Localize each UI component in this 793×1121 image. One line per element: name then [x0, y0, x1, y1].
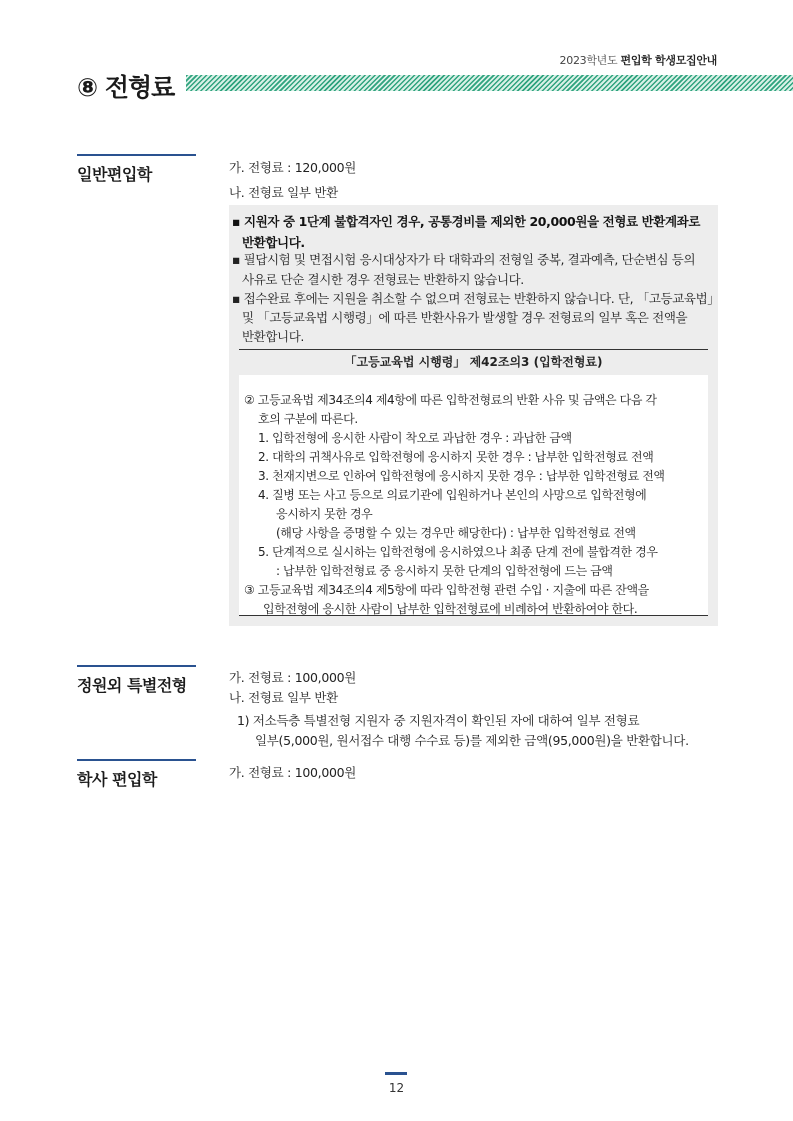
law-line: 1. 입학전형에 응시한 사람이 착오로 과납한 경우 : 과납한 금액	[258, 431, 572, 445]
section-title: ⑧ 전형료	[77, 73, 175, 102]
footer-accent-bar	[385, 1072, 407, 1075]
law-line: 2. 대학의 귀책사유로 입학전형에 응시하지 못한 경우 : 납부한 입학전형료 전액	[258, 450, 654, 464]
law-line: 4. 질병 또는 사고 등으로 의료기관에 입원하거나 본인의 사망으로 입학전형에	[258, 488, 647, 502]
notice-bullet-1-cont: 반환합니다.	[242, 235, 305, 250]
notice-bullet-3: ▪ 접수완료 후에는 지원을 취소할 수 없으며 전형료는 반환하지 않습니다. 단, 「고등교육법」	[232, 291, 720, 306]
title-stripe-decoration	[186, 75, 793, 91]
category-label-general: 일반편입학	[77, 154, 196, 185]
law-line: 입학전형에 응시한 사람이 납부한 입학전형료에 비례하여 반환하여야 한다.	[263, 602, 638, 616]
law-table-body	[239, 375, 708, 616]
law-line: 호의 구분에 따른다.	[258, 412, 358, 426]
law-line: 5. 단계적으로 실시하는 입학전형에 응시하였으나 최종 단계 전에 불합격한 경우	[258, 545, 658, 559]
law-line: 3. 천재지변으로 인하여 입학전형에 응시하지 못한 경우 : 납부한 입학전형료 전액	[258, 469, 665, 483]
special-refund-line: 나. 전형료 일부 반환	[229, 690, 338, 705]
special-detail-line-cont: 일부(5,000원, 원서접수 대행 수수료 등)를 제외한 금액(95,000원)을 반환합니다.	[255, 733, 689, 748]
law-line: 응시하지 못한 경우	[276, 507, 373, 521]
notice-bullet-1: ▪ 지원자 중 1단계 불합격자인 경우, 공통경비를 제외한 20,000원을 전형료 반환계좌로	[232, 214, 700, 229]
refund-notice-box	[229, 205, 718, 626]
page-number: 12	[388, 1081, 405, 1095]
header-guide-title	[560, 52, 717, 68]
special-fee-line: 가. 전형료 : 100,000원	[229, 670, 357, 685]
law-line: (해당 사항을 증명할 수 있는 경우만 해당한다) : 납부한 입학전형료 전액	[276, 526, 636, 540]
notice-bullet-3-cont2: 반환합니다.	[242, 329, 304, 344]
header-guide: 편입학 학생모집안내	[620, 54, 717, 67]
law-line: ③ 고등교육법 제34조의4 제5항에 따라 입학전형 관련 수입 · 지출에 따른 잔액을	[244, 583, 649, 597]
category-label-bachelor: 학사 편입학	[77, 759, 196, 790]
general-refund-line: 나. 전형료 일부 반환	[229, 185, 338, 200]
law-line: : 납부한 입학전형료 중 응시하지 못한 단계의 입학전형에 드는 금액	[276, 564, 613, 578]
header-year: 2023학년도	[559, 54, 618, 67]
special-detail-line: 1) 저소득층 특별전형 지원자 중 지원자격이 확인된 자에 대하여 일부 전형료	[237, 713, 640, 728]
bachelor-fee-line: 가. 전형료 : 100,000원	[229, 765, 357, 780]
law-table-header: 「고등교육법 시행령」 제42조의3 (입학전형료)	[239, 349, 708, 376]
general-fee-line: 가. 전형료 : 120,000원	[229, 160, 357, 175]
category-label-special: 정원외 특별전형	[77, 665, 196, 696]
notice-bullet-2: ▪ 필답시험 및 면접시험 응시대상자가 타 대학과의 전형일 중복, 결과예측, 단순변심 등의	[232, 252, 696, 267]
law-line: ② 고등교육법 제34조의4 제4항에 따른 입학전형료의 반환 사유 및 금액은 다음 각	[244, 393, 657, 407]
notice-bullet-3-cont: 및 「고등교육법 시행령」에 따른 반환사유가 발생할 경우 전형료의 일부 혹은 전액을	[242, 310, 688, 325]
notice-bullet-2-cont: 사유로 단순 결시한 경우 전형료는 반환하지 않습니다.	[242, 272, 524, 287]
